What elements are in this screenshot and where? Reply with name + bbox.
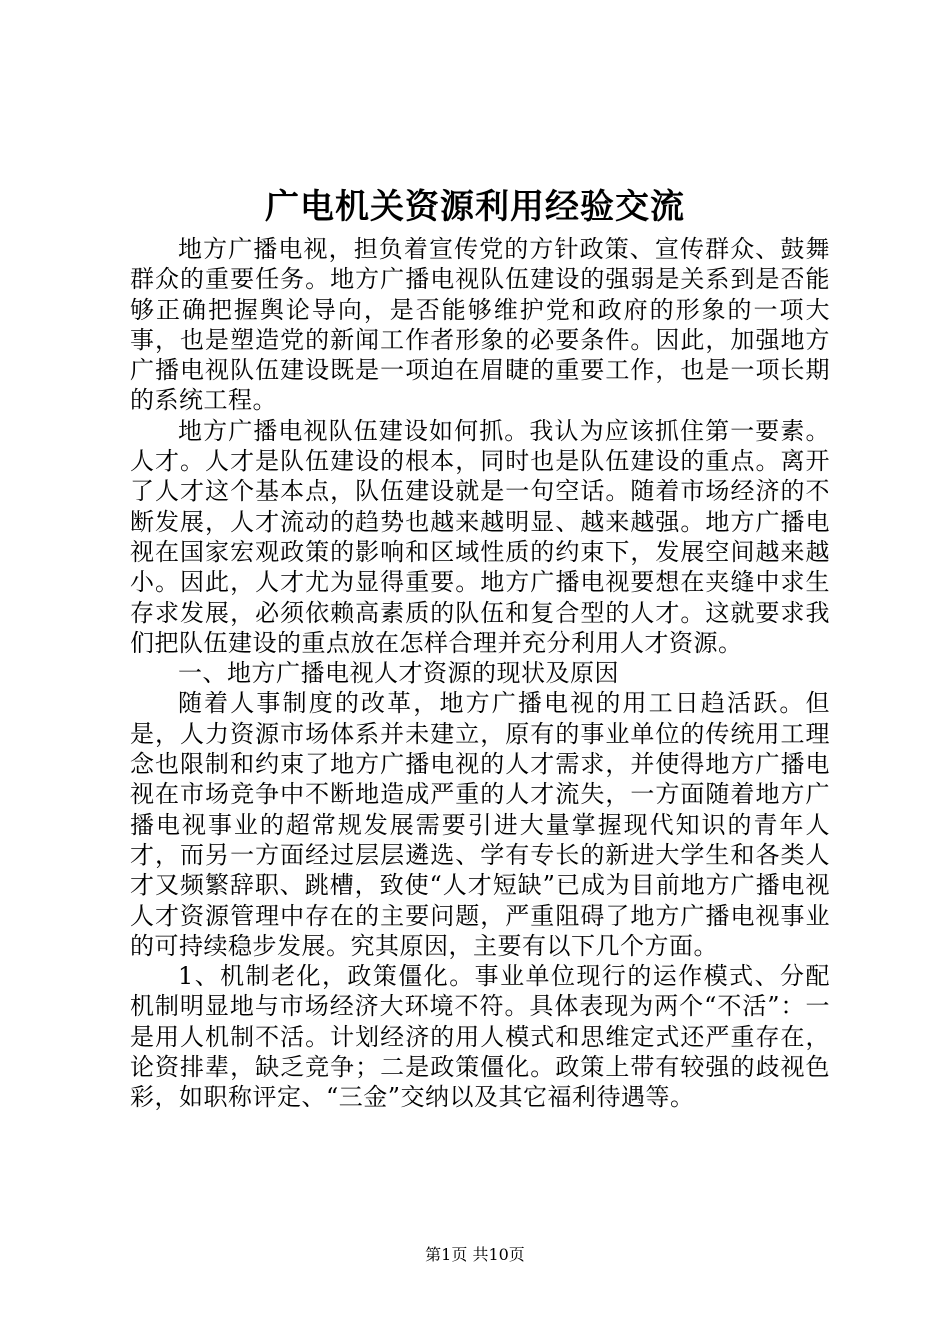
document-title: 广电机关资源利用经验交流 [265, 187, 685, 227]
paragraph-mechanism: 1、机制老化，政策僵化。事业单位现行的运作模式、分配机制明显地与市场经济大环境不符。具体表现为两个“不活”：一是用人机制不活。计划经济的用人模式和思维定式还严重存在，论资排辈，缺乏竞争；二是政策僵化。政策上带有较强的歧视色彩，如职称评定、“三金”交纳以及其它福利待遇等。 [130, 962, 830, 1112]
paragraph-status: 随着人事制度的改革，地方广播电视的用工日趋活跃。但是，人力资源市场体系并未建立，原有的事业单位的传统用工理念也限制和约束了地方广播电视的人才需求，并使得地方广播电视在市场竞争中不断地造成严重的人才流失，一方面随着地方广播电视事业的超常规发展需要引进大量掌握现代知识的青年人才，而另一方面经过层层遴选、学有专长的新进大学生和各类人才又频繁辞职、跳槽，致使“人才短缺”已成为目前地方广播电视人才资源管理中存在的主要问题，严重阻碍了地方广播电视事业的可持续稳步发展。究其原因，主要有以下几个方面。 [130, 689, 830, 960]
page-number-footer: 第1页 共10页 [425, 1245, 525, 1264]
document-body [130, 234, 830, 1113]
paragraph-talent: 地方广播电视队伍建设如何抓。我认为应该抓住第一要素。人才。人才是队伍建设的根本，同时也是队伍建设的重点。离开了人才这个基本点，队伍建设就是一句空话。随着市场经济的不断发展，人才流动的趋势也越来越明显、越来越强。地方广播电视在国家宏观政策的影响和区域性质的约束下，发展空间越来越小。因此，人才尤为显得重要。地方广播电视要想在夹缝中求生存求发展，必须依赖高素质的队伍和复合型的人才。这就要求我们把队伍建设的重点放在怎样合理并充分利用人才资源。 [130, 416, 830, 657]
section-heading-1: 一、地方广播电视人才资源的现状及原因 [178, 659, 619, 688]
paragraph-intro: 地方广播电视，担负着宣传党的方针政策、宣传群众、鼓舞群众的重要任务。地方广播电视队伍建设的强弱是关系到是否能够正确把握舆论导向，是否能够维护党和政府的形象的一项大事，也是塑造党的新闻工作者形象的必要条件。因此，加强地方广播电视队伍建设既是一项迫在眉睫的重要工作，也是一项长期的系统工程。 [130, 235, 830, 415]
